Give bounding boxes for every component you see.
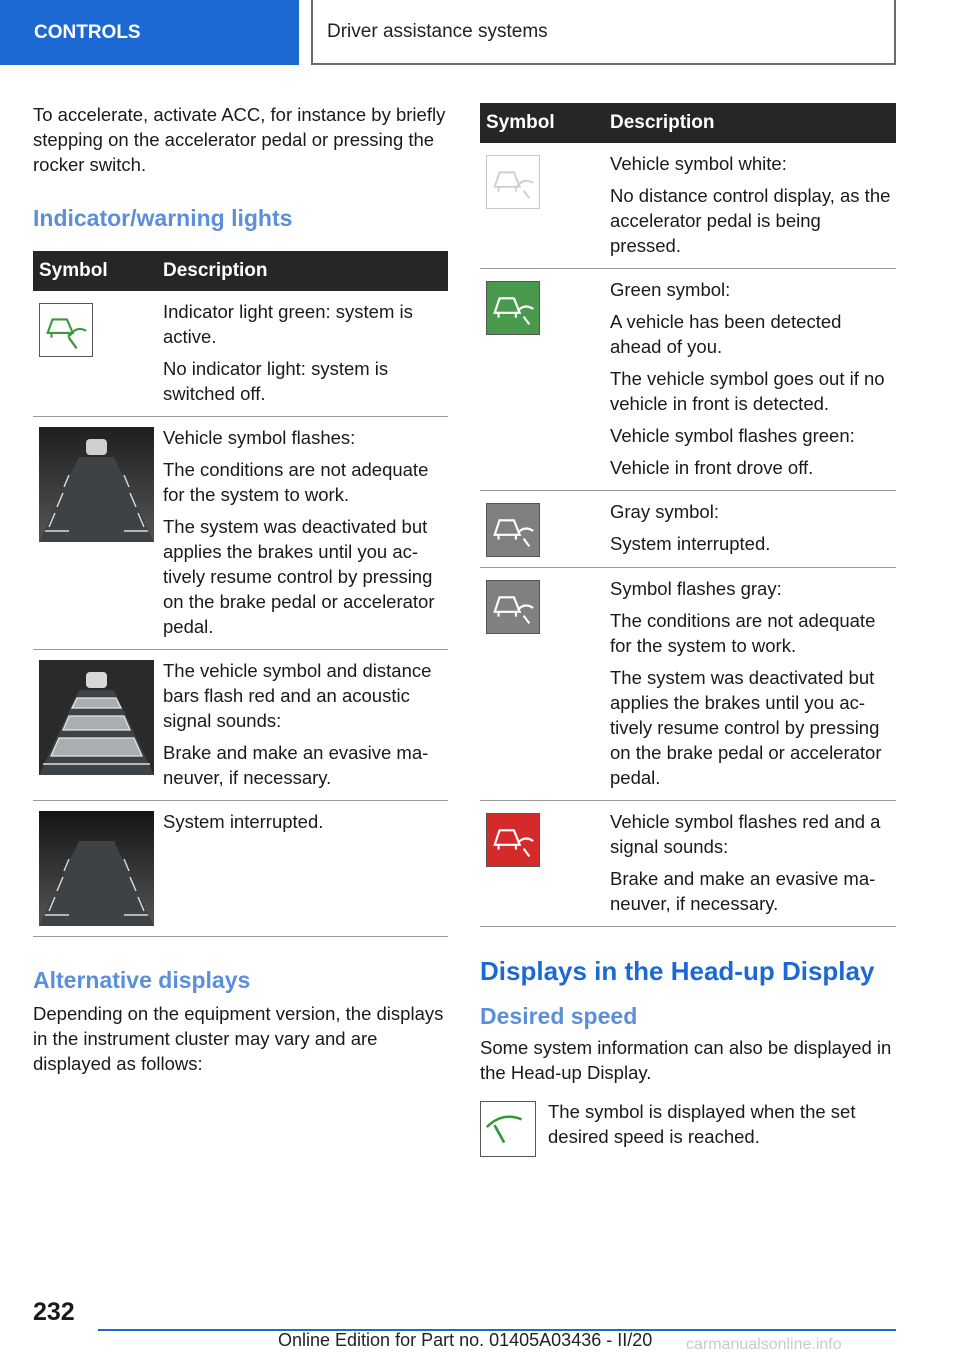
- table-row: [33, 417, 448, 650]
- r-row-4-line-2: The conditions are not adequate for the system to work.: [610, 610, 876, 656]
- r-row-2-line-4: Vehicle symbol flashes green:: [610, 425, 855, 446]
- chapter-header: [311, 0, 896, 65]
- r-row-5-line-1: Vehicle symbol flashes red and a signal sounds:: [610, 811, 881, 857]
- row-4-line-1: System interrupted.: [163, 811, 324, 832]
- r-row-2-line-1: Green symbol:: [610, 279, 731, 300]
- table-row: [33, 801, 448, 937]
- alt-paragraph: Depending on the equipment version, the displays in the instrument cluster may vary and are displayed as follows:: [33, 1003, 444, 1074]
- vehicle-distance-bars-red-scene: [39, 660, 154, 775]
- hud-symbol-row: [480, 1099, 896, 1157]
- desired-speed-heading: Desired speed: [480, 1003, 638, 1029]
- section-tab: [0, 0, 299, 65]
- vehicle-symbol-green-icon: [486, 281, 540, 335]
- col-symbol-header: Symbol: [480, 103, 610, 143]
- indicator-heading: Indicator/warning lights: [33, 205, 293, 231]
- r-row-1-line-1: Vehicle symbol white:: [610, 153, 787, 174]
- alt-heading: Alternative displays: [33, 967, 251, 993]
- row-1-line-2: No indicator light: system is switched off.: [163, 358, 389, 404]
- row-3-line-2: Brake and make an evasive maneuver, if necessary.: [163, 742, 429, 788]
- row-3-line-1: The vehicle symbol and distance bars flash red and an acoustic signal sounds:: [163, 660, 432, 731]
- r-row-4-line-3: The system was deactivated but applies the brakes until you actively resume control by pressing on the brake pedal or accelerator pedal.: [610, 667, 882, 788]
- table-row: [480, 491, 896, 568]
- row-2-line-3: The system was deactivated but applies the brakes until you actively resume control by pressing on the brake pedal or accelerator pedal.: [163, 516, 435, 637]
- r-row-3-line-2: System interrupted.: [610, 533, 771, 554]
- intro-paragraph: To accelerate, activate ACC, for instance by briefly stepping on the accelerator pedal or pressing the rocker switch.: [33, 104, 446, 175]
- table-row: [33, 650, 448, 801]
- hud-symbol-description: The symbol is displayed when the set desired speed is reached.: [548, 1101, 856, 1147]
- r-row-4-line-1: Symbol flashes gray:: [610, 578, 782, 599]
- vehicle-symbol-red-icon: [486, 813, 540, 867]
- r-row-2-line-3: The vehicle symbol goes out if no vehicle in front is detected.: [610, 368, 885, 414]
- row-2-line-2: The conditions are not adequate for the system to work.: [163, 459, 429, 505]
- vehicle-symbol-gray-flashing-icon: [486, 580, 540, 634]
- desired-speed-paragraph: Some system information can also be displayed in the Head-up Display.: [480, 1037, 892, 1083]
- r-row-1-line-2: No distance control display, as the accelerator pedal is being pressed.: [610, 185, 891, 256]
- table-row: [480, 143, 896, 269]
- col-symbol-header: Symbol: [33, 251, 163, 291]
- watermark: carmanualsonline.info: [686, 1336, 842, 1353]
- table-header-row: [480, 103, 896, 143]
- indicator-table: [33, 251, 448, 937]
- r-row-5-line-2: Brake and make an evasive maneuver, if necessary.: [610, 868, 876, 914]
- col-description-header: Description: [610, 103, 896, 143]
- vehicle-symbol-gray-icon: [486, 503, 540, 557]
- table-header-row: [33, 251, 448, 291]
- table-row: [480, 801, 896, 927]
- table-row: [33, 291, 448, 417]
- page-number: 232: [33, 1298, 75, 1326]
- alternative-displays-section: [33, 965, 448, 1076]
- table-row: [480, 568, 896, 801]
- vehicle-symbol-white-icon: [486, 155, 540, 209]
- table-row: [480, 269, 896, 491]
- chapter-title: Driver assistance systems: [327, 20, 548, 42]
- vehicle-distance-bars-scene: [39, 427, 154, 542]
- r-row-3-line-1: Gray symbol:: [610, 501, 719, 522]
- section-title: CONTROLS: [34, 21, 141, 43]
- r-row-2-line-5: Vehicle in front drove off.: [610, 457, 814, 478]
- col-description-header: Description: [163, 251, 448, 291]
- hud-heading: Displays in the Head-up Display: [480, 956, 875, 986]
- desired-speed-hud-icon: [480, 1101, 536, 1157]
- r-row-2-line-2: A vehicle has been detected ahead of you.: [610, 311, 842, 357]
- cruise-indicator-green-icon: [39, 303, 93, 357]
- left-column: [33, 102, 448, 1076]
- alternative-symbol-table: [480, 103, 896, 927]
- row-1-line-1: Indicator light green: system is active.: [163, 301, 413, 347]
- row-2-line-1: Vehicle symbol flashes:: [163, 427, 356, 448]
- right-column: [480, 103, 896, 1157]
- empty-lane-scene: [39, 811, 154, 926]
- edition-note: Online Edition for Part no. 01405A03436 - II/20: [278, 1330, 653, 1350]
